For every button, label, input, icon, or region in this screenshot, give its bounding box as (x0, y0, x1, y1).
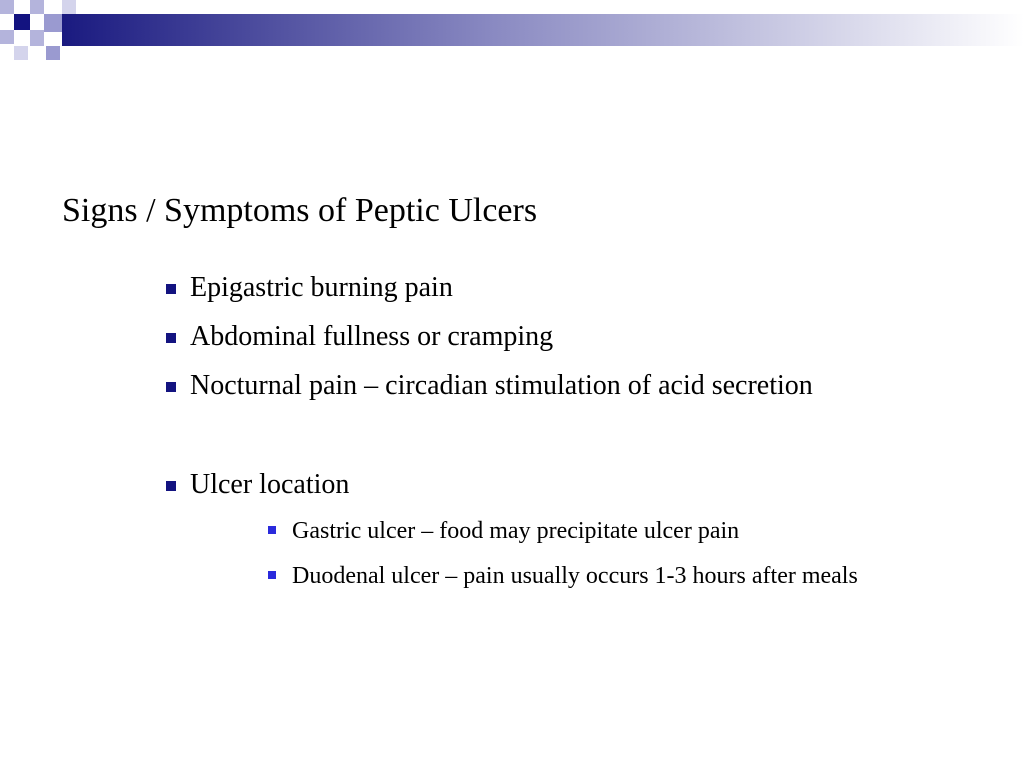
deco-square (0, 30, 14, 44)
bullet-text: Abdominal fullness or cramping (190, 321, 554, 352)
deco-square (14, 14, 30, 30)
sub-bullet-item (268, 512, 932, 550)
square-bullet-icon (166, 333, 176, 343)
bullet-item (166, 463, 986, 512)
bullet-item (166, 364, 986, 413)
bullet-text: Nocturnal pain – circadian stimulation of acid secretion (190, 370, 813, 401)
square-bullet-icon (166, 382, 176, 392)
square-bullet-icon (166, 284, 176, 294)
deco-square (30, 30, 44, 46)
slide-title: Signs / Symptoms of Peptic Ulcers (62, 192, 538, 229)
deco-square (0, 0, 14, 14)
sub-bullet-text: Duodenal ulcer – pain usually occurs 1-3 hours after meals (292, 563, 858, 589)
deco-square (14, 46, 28, 60)
header-gradient-bar (62, 14, 1024, 46)
spacer (166, 413, 986, 463)
deco-square (30, 0, 44, 14)
header-decoration (0, 0, 1024, 70)
sub-bullet-item (268, 557, 932, 595)
square-sub-bullet-icon (268, 526, 276, 534)
bullet-list (166, 266, 986, 602)
bullet-text: Ulcer location (190, 469, 350, 500)
deco-square (44, 14, 62, 32)
bullet-item (166, 315, 986, 364)
deco-square (46, 46, 60, 60)
square-sub-bullet-icon (268, 571, 276, 579)
bullet-text: Epigastric burning pain (190, 272, 453, 303)
sub-bullet-text: Gastric ulcer – food may precipitate ulcer pain (292, 518, 740, 544)
square-bullet-icon (166, 481, 176, 491)
deco-square (62, 0, 76, 14)
bullet-item (166, 266, 986, 315)
